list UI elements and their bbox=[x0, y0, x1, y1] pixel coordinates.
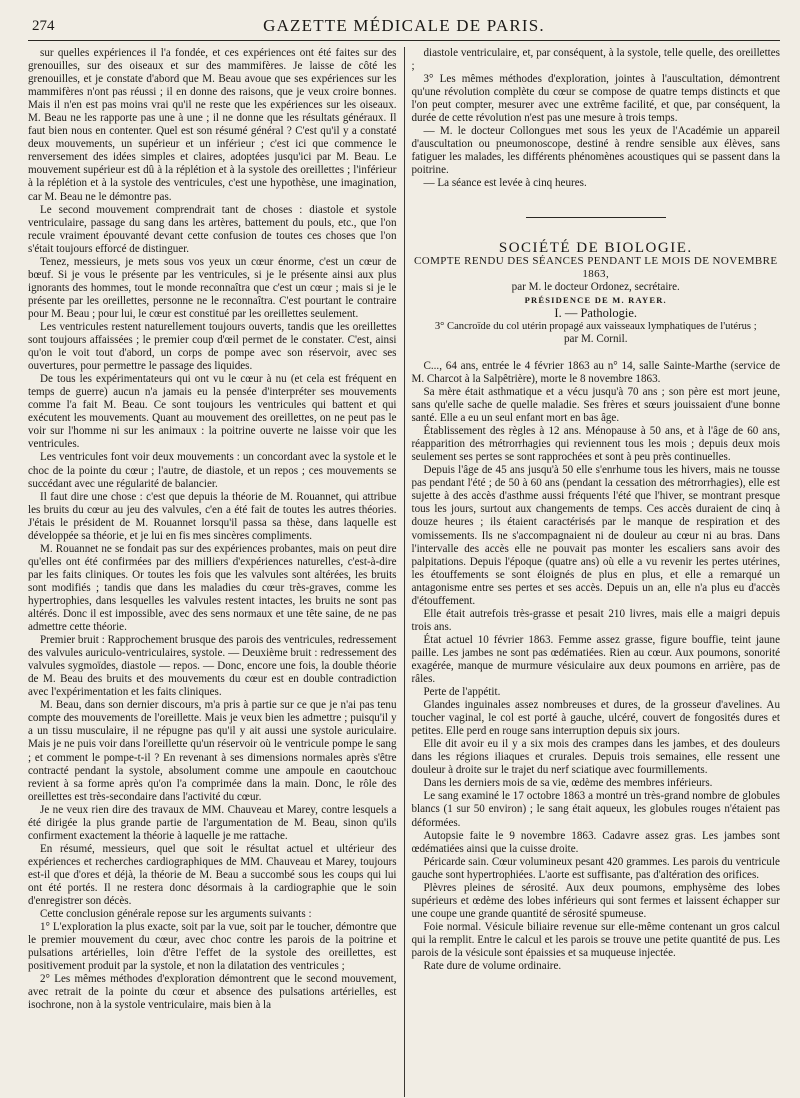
column-divider bbox=[404, 47, 405, 1097]
article-columns bbox=[28, 47, 780, 1097]
paragraph: Sa mère était asthmatique et a vécu jusqu'à 70 ans ; son père est mort jeune, sans qu'elle sache de quelle maladie. Ses frères et sœurs jouissaient d'une bonne santé. Elle a eu un seul enfant mort en bas âge. bbox=[411, 385, 780, 425]
section-title: I. — Pathologie. bbox=[554, 305, 638, 320]
paragraph: En résumé, messieurs, quel que soit le résultat actuel et ultérieur des expériences et recherches cardiographiques de MM. Chauveau et Marey, toujours est-il que d'ores et déjà, la théorie de M. Beau a succombé sous les coups qui lui ont été portés. Il ne restera donc désormais à la cardiographie que le soin d'enregistrer son décès. bbox=[28, 842, 397, 908]
paragraph: Cette conclusion générale repose sur les arguments suivants : bbox=[40, 908, 312, 921]
page-number: 274 bbox=[32, 18, 55, 34]
paragraph: Dans les derniers mois de sa vie, œdème des membres inférieurs. bbox=[423, 777, 713, 790]
paragraph: diastole ventriculaire, et, par conséquent, à la systole, telle quelle, des oreillettes ; bbox=[411, 47, 780, 73]
paragraph: M. Rouannet ne se fondait pas sur des expériences probantes, mais on peut dire qu'elles ont été confirmées par des milliers d'expériences naturelles, c'est-à-dire par les faits cliniques. Or toutes les fois que les valvules sont altérées, les bruits sont modifiés ; tandis que dans les maladies du cœur très-graves, comme les hypertrophies, dans lesquelles les valvules restent intactes, les bruits ne sont pas altérés. Donc il est impossible, avec des sens normaux et une tête saine, de ne pas admettre cette théorie. bbox=[28, 542, 397, 634]
paragraph: Le second mouvement comprendrait tant de choses : diastole et systole ventriculaire, passage du sang dans les artères, battement du pouls, etc., que l'on recule vraiment épouvanté devant cette confusion de toutes ces choses que l'on s'était toujours efforcé de distinguer. bbox=[28, 203, 397, 255]
society-title: SOCIÉTÉ DE BIOLOGIE. bbox=[498, 239, 693, 256]
paragraph: Glandes inguinales assez nombreuses et dures, de la grosseur d'avelines. Au toucher vaginal, le col est porté à gauche, ulcéré, couvert de fongosités dures et petites. Elle perd en rouge sans interruption depuis six jours. bbox=[411, 699, 780, 738]
article-author: par M. Cornil. bbox=[564, 332, 628, 345]
right-column bbox=[411, 47, 780, 1097]
paragraph: Elle était autrefois très-grasse et pesait 210 livres, mais elle a maigri depuis trois ans. bbox=[411, 607, 780, 633]
paragraph: Foie normal. Vésicule biliaire revenue sur elle-même contenant un gros calcul qui la remplit. Entre le calcul et les parois se trouve une petite quantité de pus. Les parois de la vésicule sont épaissies et sa muqueuse injectée. bbox=[411, 920, 780, 959]
paragraph: De tous les expérimentateurs qui ont vu le cœur à nu (et cela est fréquent en temps de guerre) aucun n'a jamais eu la pensée d'interpréter ses mouvements comme l'a fait M. Beau. Ce sont toujours les ventricules qui battent et qui exécutent les mouvements. Quant au mouvement des oreillettes, on ne peut pas le voir sur l'homme ni sur les animaux : la poitrine ouverte ne laisse voir que les ventricules. bbox=[28, 373, 397, 451]
paragraph: Il faut dire une chose : c'est que depuis la théorie de M. Rouannet, qui attribue les bruits du cœur au jeu des valvules, c'en a été fait de toutes les autres théories. J'étais le président de M. Rouannet lorsqu'il passa sa thèse, dans laquelle est développée sa théorie, et je lui en fis mes sincères compliments. bbox=[28, 490, 397, 542]
secretary-line: par M. le docteur Ordonez, secrétaire. bbox=[511, 280, 680, 293]
paragraph: Premier bruit : Rapprochement brusque des parois des ventricules, redressement des valvules auriculo-ventriculaires, systole. — Deuxième bruit : redressement des valvules sygmoïdes, diastole — repos. — Donc, encore une fois, la double théorie de M. Beau des bruits et des mouvements du cœur est en double contradiction avec l'expérimentation et les faits cliniques. bbox=[28, 634, 397, 699]
paragraph: Perte de l'appétit. bbox=[423, 686, 501, 699]
paragraph: Plèvres pleines de sérosité. Aux deux poumons, emphysème des lobes supérieurs et œdème des lobes inférieurs qui sont fermes et laissent échapper sur une coupe une grande quantité de sérosité spumeuse. bbox=[411, 881, 780, 920]
report-line: COMPTE RENDU DES SÉANCES PENDANT LE MOIS DE NOVEMBRE 1863, bbox=[414, 254, 778, 280]
paragraph: — M. le docteur Collongues met sous les yeux de l'Académie un appareil d'auscultation ou pneumonoscope, destiné à rendre sensible aux élèves, sans fatiguer les malades, les différents phénomènes acoustiques qui se passent dans la poitrine. bbox=[411, 125, 780, 177]
spacer bbox=[411, 346, 780, 360]
case-report bbox=[411, 360, 780, 973]
paragraph: Depuis l'âge de 45 ans jusqu'à 50 elle s'enrhume tous les hivers, mais ne tousse pas pendant l'été ; de 50 à 60 ans (pendant la cessation des métrorrhagies), elle est sujette à des accès d'asthme aussi fréquents l'été que l'hiver, se montrant presque tous les jours, surtout aux changements de temps. Ces accès duraient de cinq à douze heures ; ils étaient caractérisés par le manque de respiration et des vomissements. Ils ne s'accompagnaient ni de douleur au cœur ni au bras. Dans l'intervalle des accès elle ne pouvait pas monter les escaliers sans avoir des palpitations. Depuis l'époque (quatre ans) où elle a vu revenir les pertes utérines, les étouffements se sont éloignés de plus en plus, et elle a remarqué un antagonisme entre ses pertes et ses accès. Depuis un an, elle n'a plus eu d'accès d'étouffement. bbox=[411, 464, 780, 607]
page-header bbox=[28, 16, 780, 41]
paragraph: 1° L'exploration la plus exacte, soit par la vue, soit par le toucher, démontre que le premier mouvement du cœur, avec choc contre les parois de la poitrine et pulsations artérielles, loin d'être l'effet de la systole des oreillettes, est positivement produit par la systole, et non la dilatation des ventricules ; bbox=[28, 921, 397, 973]
journal-title: GAZETTE MÉDICALE DE PARIS. bbox=[263, 16, 545, 35]
academy-session-end bbox=[411, 47, 780, 191]
paragraph: Le sang examiné le 17 octobre 1863 a montré un très-grand nombre de globules blancs (1 sur 50 environ) ; le sang était aqueux, les globules rouges n'étaient pas déformées. bbox=[411, 790, 780, 829]
paragraph: sur quelles expériences il l'a fondée, et ces expériences ont été faites sur des grenouilles, sur des oiseaux et sur des mammifères. Je laisse de côté les grenouilles, et je constate d'abord que M. Beau avoue que ses expériences sur les mammifères n'ont pas réussi ; il en donne des raisons, que je veux croire bonnes. Mais il n'en est pas moins vrai qu'il ne reste que les expériences sur les oiseaux. M. Beau ne les rapporte pas une à une ; il ne donne que les résultats généraux. Il faut bien nous en contenter. Quel est son résumé général ? C'est qu'il y a constaté deux mouvements, un supérieur et un inférieur ; c'est ici que commence le renversement des idées simples et claires, adoptées jusqu'ici par M. Beau. Le mouvement supérieur est dû à la réplétion et à la systole des oreillettes ; l'inférieur à la réplétion et à la systole des ventricules, c'est une hypothèse, une imagination, car M. Beau ne le démontre pas. bbox=[28, 47, 397, 203]
paragraph: Péricarde sain. Cœur volumineux pesant 420 grammes. Les parois du ventricule gauche sont hypertrophiées. L'aorte est suffisante, pas d'altération des orifices. bbox=[411, 855, 780, 881]
paragraph: M. Beau, dans son dernier discours, m'a pris à partie sur ce que je n'ai pas tenu compte des mouvements de l'oreillette. Mais je veux bien les admettre ; puisqu'il y a un tissu musculaire, il ne répugne pas qu'il y ait aussi une systole auriculaire. Mais je ne puis voir dans l'oreillette qu'un réservoir où le ventricule pompe le sang ; et comment le pompe-t-il ? En revenant à ses dimensions normales après s'être contracté pendant la systole, absolument comme une ampoule en caoutchouc revient à sa forme après qu'on l'a comprimée dans la main. Donc, le rôle des oreillettes est très-secondaire dans l'activité du cœur. bbox=[28, 699, 397, 803]
paragraph: Autopsie faite le 9 novembre 1863. Cadavre assez gras. Les jambes sont œdématiées ainsi que la cuisse droite. bbox=[411, 829, 780, 855]
paragraph: 3° Les mêmes méthodes d'exploration, jointes à l'auscultation, démontrent qu'une révolution complète du cœur se compose de quatre temps distincts et que l'on peut compter, mesurer avec une extrême facilité, et que, par conséquent, la durée de cette révolution n'est pas une mesure à trois temps. bbox=[411, 73, 780, 125]
left-column bbox=[28, 47, 397, 1097]
paragraph: — La séance est levée à cinq heures. bbox=[423, 177, 587, 190]
paragraph: État actuel 10 février 1863. Femme assez grasse, figure bouffie, teint jaune paille. Les jambes ne sont pas œdématiées. Rien au cœur. Aux poumons, sonorité exagérée, manque de murmure vésiculaire aux deux poumons en arrière, pas de râles. bbox=[411, 633, 780, 686]
paragraph: Tenez, messieurs, je mets sous vos yeux un cœur énorme, c'est un cœur de bœuf. Si je vous le présente par les ventricules, si je le présente ainsi aux plus ignorants des hommes, tout le monde reconnaîtra que c'est un cœur ; mais si je le présente par les oreillettes, personne ne le reconnaîtra. C'est pourtant le contraire pour M. Beau ; pour lui, le cœur est constitué par les oreillettes seulement. bbox=[28, 255, 397, 320]
paragraph: 2° Les mêmes méthodes d'exploration démontrent que le second mouvement, avec retrait de la pointe du cœur et absence des pulsations artérielles, est isochrone, non à la systole ventriculaire, mais bien à la bbox=[28, 973, 397, 1012]
paragraph: Les ventricules font voir deux mouvements : un concordant avec la systole et le choc de la pointe du cœur ; l'autre, de diastole, et un repos ; ces mouvements se succédant avec une régularité de balancier. bbox=[28, 451, 397, 490]
section-rule bbox=[526, 217, 666, 218]
paragraph: Je ne veux rien dire des travaux de MM. Chauveau et Marey, contre lesquels a été dirigée la plus grande partie de l'argumentation de M. Beau, sinon qu'ils confirment exactement la théorie à laquelle je me rattache. bbox=[28, 803, 397, 842]
paragraph: Les ventricules restent naturellement toujours ouverts, tandis que les oreillettes sont toujours affaissées ; le premier coup d'œil permet de le constater. C'est, ainsi qu'on le voit tout d'abord, un corps de pompe avec son réservoir, avec ses ouvertures, pour permettre le passage des liquides. bbox=[28, 320, 397, 373]
article-title: 3° Cancroïde du col utérin propagé aux vaisseaux lymphatiques de l'utérus ; bbox=[434, 320, 757, 332]
presidency-line: PRÉSIDENCE DE M. RAYER. bbox=[524, 294, 667, 305]
paragraph: C..., 64 ans, entrée le 4 février 1863 au n° 14, salle Sainte-Marthe (service de M. Charcot à la Salpêtrière), morte le 8 novembre 1863. bbox=[411, 359, 780, 385]
paragraph: Établissement des règles à 12 ans. Ménopause à 50 ans, et à l'âge de 60 ans, réapparition des métrorrhagies qui reviennent tous les mois ; depuis deux mois seulement ses pertes se sont rapprochées et sont à peu près continuelles. bbox=[411, 425, 780, 464]
paragraph: Elle dit avoir eu il y a six mois des crampes dans les jambes, et des douleurs dans les régions iliaques et crurales. Depuis trois semaines, elle ressent une douleur à droite sur le trajet du nerf sciatique avec fourmillements. bbox=[411, 738, 780, 777]
paragraph: Rate dure de volume ordinaire. bbox=[423, 960, 562, 973]
